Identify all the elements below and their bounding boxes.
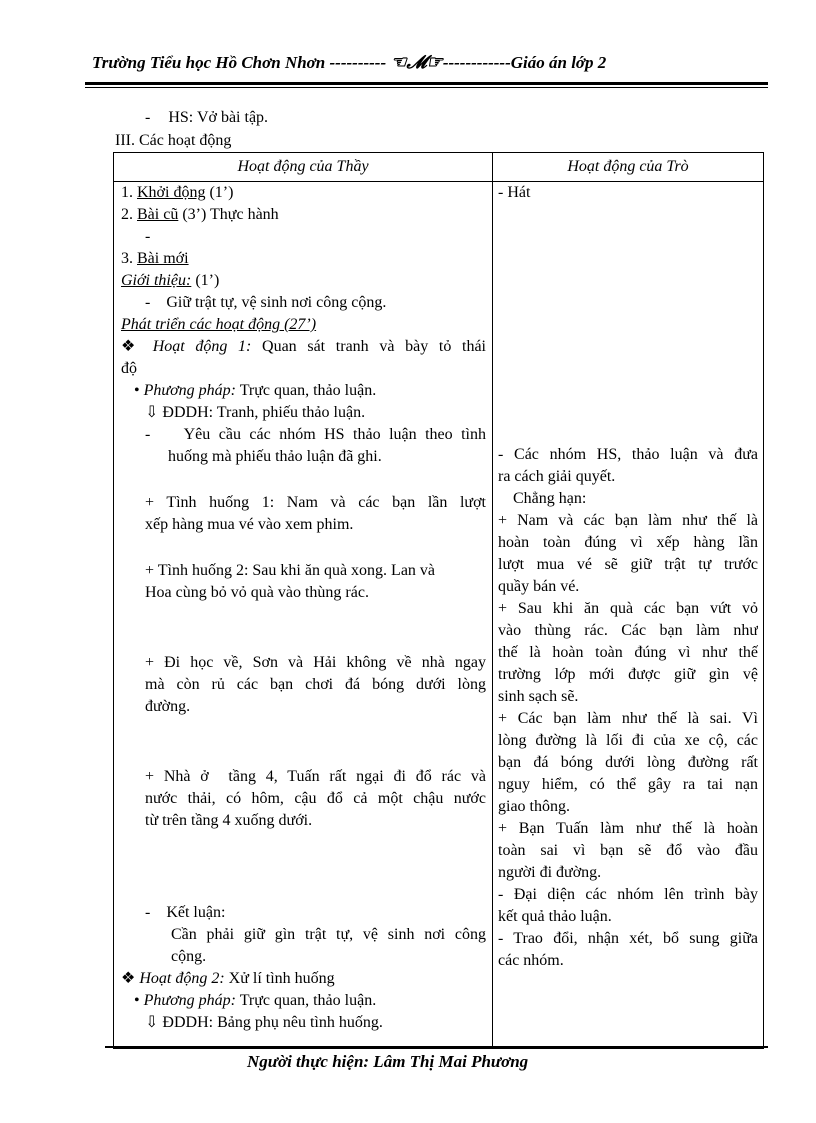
teacher-line-24: - Kết luận: bbox=[145, 904, 226, 921]
teacher-line-13: huống mà phiếu thảo luận đã ghi. bbox=[168, 448, 382, 465]
student-line-14: + Các bạn làm như thế là sai. Vì bbox=[498, 710, 758, 727]
teacher-line-29: ⇩ ĐDDH: Bảng phụ nêu tình huống. bbox=[145, 1014, 383, 1031]
teacher-column-header: Hoạt động của Thầy bbox=[114, 153, 493, 182]
student-cell bbox=[493, 182, 764, 1049]
student-line-20: toàn sai vì bạn sẽ đổ vào đầu bbox=[498, 842, 758, 859]
header-rule-thick bbox=[85, 82, 768, 85]
student-line-1: - Hát bbox=[498, 184, 531, 201]
student-line-10: vào thùng rác. Các bạn làm như bbox=[498, 622, 758, 639]
student-line-15: lòng đường là lối đi của xe cộ, các bbox=[498, 732, 758, 749]
section-heading: III. Các hoạt động bbox=[115, 132, 232, 149]
teacher-cell bbox=[114, 182, 493, 1049]
class-label: Giáo án lớp 2 bbox=[510, 53, 607, 72]
student-line-3: ra cách giải quyết. bbox=[498, 468, 616, 485]
teacher-line-9: độ bbox=[121, 360, 137, 377]
teacher-line-8: ❖ Hoạt động 1: Quan sát tranh và bày tỏ thái bbox=[121, 338, 486, 355]
student-line-6: hoàn toàn đúng vì xếp hàng lần bbox=[498, 534, 758, 551]
school-name: Trường Tiểu học Hồ Chơn Nhơn ---------- bbox=[92, 53, 387, 72]
footer-author: Người thực hiện: Lâm Thị Mai Phương bbox=[247, 1052, 529, 1071]
teacher-line-1: 1. Khởi động (1’) bbox=[121, 184, 234, 201]
student-line-19: + Bạn Tuấn làm như thế là hoàn bbox=[498, 820, 758, 837]
logo-icon: ☜𝓜☞ bbox=[390, 52, 443, 73]
student-line-9: + Sau khi ăn quà các bạn vứt vỏ bbox=[498, 600, 758, 617]
student-line-16: bạn đá bóng dưới lòng đường rất bbox=[498, 754, 758, 771]
teacher-line-6: - Giữ trật tự, vệ sinh nơi công cộng. bbox=[145, 294, 387, 311]
teacher-line-25: Cần phải giữ gìn trật tự, vệ sinh nơi công bbox=[171, 926, 486, 943]
teacher-line-14: + Tình huống 1: Nam và các bạn lần lượt bbox=[145, 494, 486, 511]
page-header bbox=[92, 52, 692, 73]
teacher-line-26: cộng. bbox=[171, 948, 207, 965]
materials-line bbox=[145, 108, 268, 128]
student-line-23: kết quả thảo luận. bbox=[498, 908, 612, 925]
student-line-17: nguy hiểm, có thể gây ra tai nạn bbox=[498, 776, 758, 793]
teacher-line-15: xếp hàng mua vé vào xem phim. bbox=[145, 516, 354, 533]
teacher-line-27: ❖ Hoạt động 2: Xử lí tình huống bbox=[121, 970, 335, 987]
teacher-line-22: nước thải, có hôm, cậu đổ cả một chậu nước bbox=[145, 790, 486, 807]
teacher-line-19: mà còn rủ các bạn chơi đá bóng dưới lòng bbox=[145, 676, 486, 693]
student-line-2: - Các nhóm HS, thảo luận và đưa bbox=[498, 446, 758, 463]
student-line-21: người đi đường. bbox=[498, 864, 602, 881]
header-rule-thin bbox=[85, 87, 768, 88]
student-line-22: - Đại diện các nhóm lên trình bày bbox=[498, 886, 758, 903]
teacher-line-10: • Phương pháp: Trực quan, thảo luận. bbox=[134, 382, 377, 399]
student-line-18: giao thông. bbox=[498, 798, 570, 815]
teacher-line-11: ⇩ ĐDDH: Tranh, phiếu thảo luận. bbox=[145, 404, 366, 421]
teacher-line-3: - bbox=[145, 228, 151, 245]
lesson-table bbox=[113, 152, 764, 1049]
student-line-4: Chẳng hạn: bbox=[513, 490, 587, 507]
footer-rule bbox=[105, 1046, 768, 1048]
teacher-line-5: Giới thiệu: (1’) bbox=[121, 272, 220, 289]
teacher-line-4: 3. Bài mới bbox=[121, 250, 189, 267]
student-line-11: thế là hoàn toàn đúng vì như thế bbox=[498, 644, 758, 661]
teacher-line-18: + Đi học về, Sơn và Hải không về nhà ngay bbox=[145, 654, 486, 671]
teacher-line-20: đường. bbox=[145, 698, 191, 715]
teacher-line-2: 2. Bài cũ (3’) Thực hành bbox=[121, 206, 279, 223]
teacher-line-21: + Nhà ở tầng 4, Tuấn rất ngại đi đổ rác và bbox=[145, 768, 486, 785]
header-dashes: ------------ bbox=[442, 53, 511, 72]
materials-text: HS: Vở bài tập. bbox=[168, 109, 269, 126]
materials-dash: - bbox=[145, 109, 151, 126]
student-line-25: các nhóm. bbox=[498, 952, 564, 969]
teacher-line-23: từ trên tầng 4 xuống dưới. bbox=[145, 812, 313, 829]
teacher-line-16: + Tình huống 2: Sau khi ăn quà xong. Lan và bbox=[145, 562, 436, 579]
student-line-7: lượt mua vé sẽ giữ trật tự trước bbox=[498, 556, 758, 573]
teacher-line-17: Hoa cùng bỏ vỏ quà vào thùng rác. bbox=[145, 584, 369, 601]
teacher-line-28: • Phương pháp: Trực quan, thảo luận. bbox=[134, 992, 377, 1009]
student-column-header: Hoạt động của Trò bbox=[493, 153, 764, 182]
student-line-8: quầy bán vé. bbox=[498, 578, 580, 595]
student-line-13: sinh sạch sẽ. bbox=[498, 688, 579, 705]
student-line-12: trường lớp mới được giữ gìn vệ bbox=[498, 666, 758, 683]
student-line-24: - Trao đổi, nhận xét, bổ sung giữa bbox=[498, 930, 758, 947]
teacher-line-7: Phát triển các hoạt động (27’) bbox=[121, 316, 317, 333]
student-line-5: + Nam và các bạn làm như thế là bbox=[498, 512, 758, 529]
teacher-line-12: - Yêu cầu các nhóm HS thảo luận theo tình bbox=[145, 426, 486, 443]
